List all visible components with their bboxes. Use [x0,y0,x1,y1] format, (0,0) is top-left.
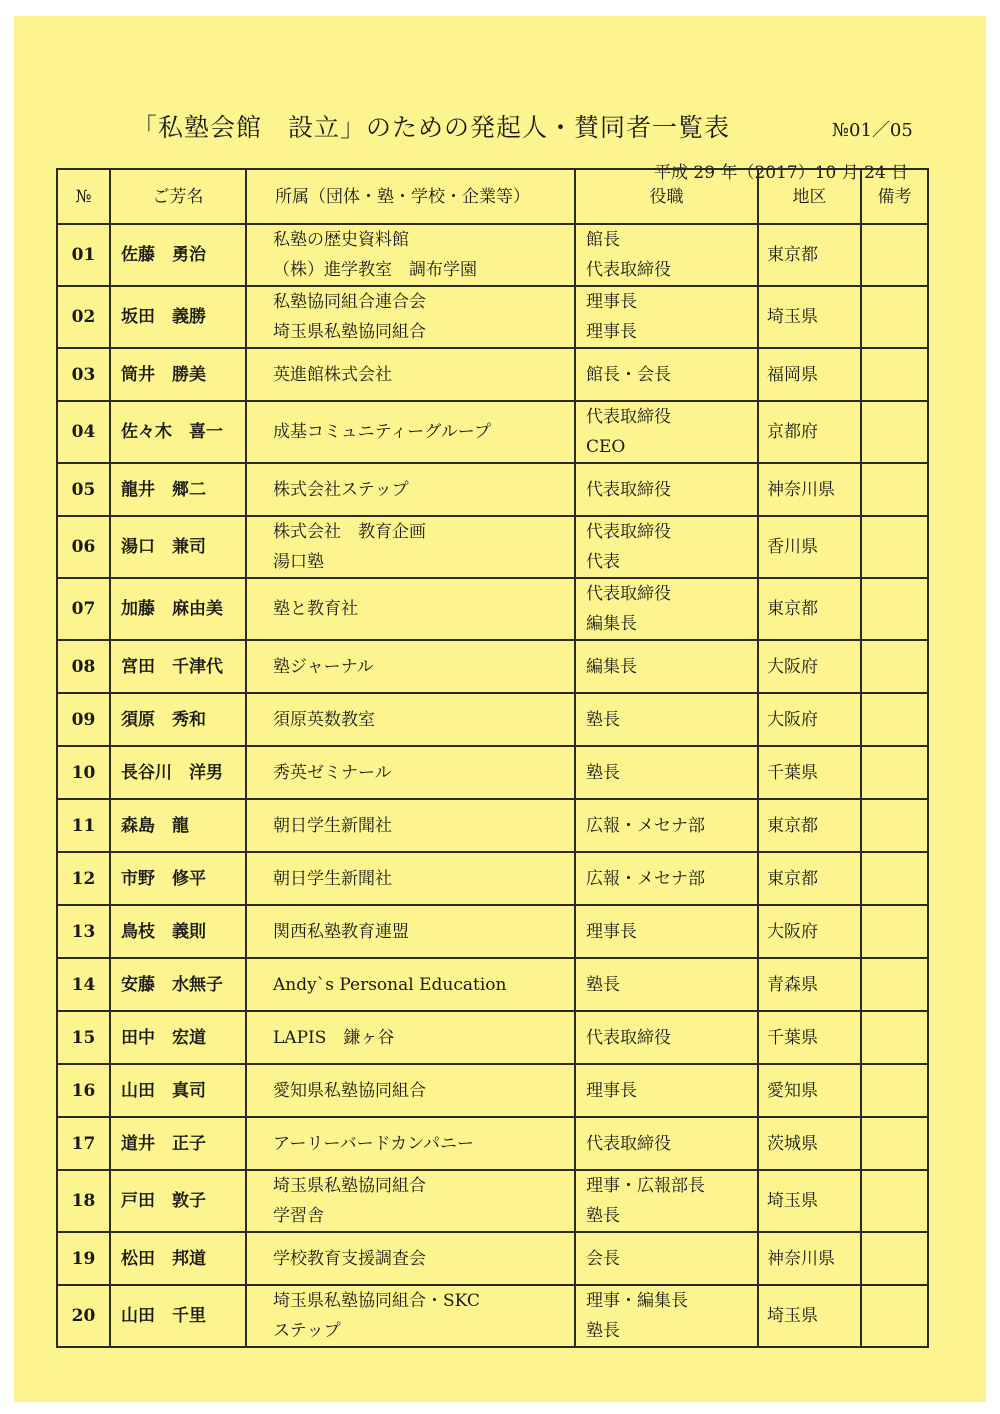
member-notes [861,746,928,799]
table-row [57,1064,928,1117]
affiliation-line: 英進館株式会社 [273,364,392,385]
row-number: 12 [57,852,110,905]
role-line: 理事・編集長 [586,1291,688,1311]
role-line: 塾長 [586,709,620,730]
member-name: 坂田 義勝 [110,286,246,348]
document-title: 「私塾会館 設立」のための発起人・賛同者一覧表 [132,113,731,142]
table-row [57,1170,928,1232]
table-row [57,905,928,958]
role-line: 広報・メセナ部 [586,815,705,836]
member-name: 松田 邦道 [110,1232,246,1285]
affiliation-line: 埼玉県私塾協同組合 [273,322,426,342]
role-line: 理事長 [586,1080,637,1101]
row-number: 04 [57,401,110,463]
member-name: 佐藤 勇治 [110,224,246,286]
member-name: 市野 修平 [110,852,246,905]
role-line: 理事・広報部長 [586,1176,705,1196]
member-name: 山田 真司 [110,1064,246,1117]
member-role [575,1170,758,1232]
member-name: 加藤 麻由美 [110,578,246,640]
member-role [575,1011,758,1064]
row-number: 09 [57,693,110,746]
row-number: 13 [57,905,110,958]
member-area: 埼玉県 [758,286,861,348]
member-area: 青森県 [758,958,861,1011]
member-role [575,516,758,578]
member-role [575,746,758,799]
member-affiliation [246,905,575,958]
member-notes [861,852,928,905]
table-row [57,286,928,348]
member-notes [861,224,928,286]
affiliation-line: 湯口塾 [273,552,324,572]
member-affiliation [246,401,575,463]
member-affiliation [246,958,575,1011]
table-header-row [57,169,928,224]
role-line: 理事長 [586,292,637,312]
member-role [575,640,758,693]
affiliation-line: 須原英数教室 [273,709,375,730]
header-affiliation: 所属（団体・塾・学校・企業等） [246,169,575,224]
table-row [57,401,928,463]
member-name: 龍井 郷二 [110,463,246,516]
member-role [575,286,758,348]
member-affiliation [246,1011,575,1064]
member-name: 戸田 敦子 [110,1170,246,1232]
table-row [57,463,928,516]
member-area: 埼玉県 [758,1170,861,1232]
table-row [57,693,928,746]
member-notes [861,286,928,348]
member-name: 筒井 勝美 [110,348,246,401]
row-number: 01 [57,224,110,286]
member-area: 東京都 [758,852,861,905]
affiliation-line: 朝日学生新聞社 [273,868,392,889]
member-notes [861,1064,928,1117]
member-name: 佐々木 喜一 [110,401,246,463]
affiliation-line: 埼玉県私塾協同組合 [273,1176,426,1196]
role-line: 塾長 [586,974,620,995]
affiliation-line: 関西私塾教育連盟 [273,921,409,942]
member-affiliation [246,348,575,401]
row-number: 17 [57,1117,110,1170]
table-row [57,1285,928,1347]
member-affiliation [246,852,575,905]
member-affiliation [246,1232,575,1285]
member-affiliation [246,746,575,799]
table-row [57,224,928,286]
role-line: 塾長 [586,1206,620,1226]
member-affiliation [246,799,575,852]
member-notes [861,958,928,1011]
affiliation-line: 私塾の歴史資料館 [273,230,409,250]
page-number: №01／05 [832,120,913,141]
role-line: 館長 [586,230,620,250]
member-role [575,905,758,958]
role-line: 代表取締役 [586,522,671,542]
affiliation-line: 私塾協同組合連合会 [273,292,426,312]
member-notes [861,905,928,958]
member-area: 茨城県 [758,1117,861,1170]
table-row [57,1232,928,1285]
affiliation-line: LAPIS 鎌ヶ谷 [273,1027,395,1048]
affiliation-line: 朝日学生新聞社 [273,815,392,836]
member-name: 道井 正子 [110,1117,246,1170]
member-role [575,799,758,852]
role-line: 代表取締役 [586,479,671,500]
role-line: 代表 [586,552,620,572]
role-line: CEO [586,437,626,457]
table-row [57,516,928,578]
member-area: 埼玉県 [758,1285,861,1347]
member-affiliation [246,578,575,640]
member-affiliation [246,286,575,348]
affiliation-line: 学習舎 [273,1206,324,1226]
role-line: 代表取締役 [586,260,671,280]
table-row [57,640,928,693]
role-line: 代表取締役 [586,1133,671,1154]
role-line: 理事長 [586,322,637,342]
affiliation-line: 塾ジャーナル [273,656,374,677]
affiliation-line: ステップ [273,1321,341,1341]
role-line: 塾長 [586,1321,620,1341]
member-area: 大阪府 [758,640,861,693]
affiliation-line: （株）進学教室 調布学園 [273,260,477,280]
member-area: 神奈川県 [758,463,861,516]
role-line: 代表取締役 [586,407,671,427]
member-name: 森島 龍 [110,799,246,852]
member-affiliation [246,1170,575,1232]
member-notes [861,1011,928,1064]
document-date: 平成 29 年（2017）10 月 24 日 [654,163,909,183]
member-notes [861,401,928,463]
header-no: № [57,169,110,224]
role-line: 塾長 [586,762,620,783]
member-area: 京都府 [758,401,861,463]
header-area: 地区 [758,169,861,224]
row-number: 02 [57,286,110,348]
role-line: 理事長 [586,921,637,942]
affiliation-line: 秀英ゼミナール [273,762,392,783]
row-number: 20 [57,1285,110,1347]
member-name: 宮田 千津代 [110,640,246,693]
member-name: 鳥枝 義則 [110,905,246,958]
member-area: 千葉県 [758,746,861,799]
member-role [575,1232,758,1285]
member-notes [861,516,928,578]
affiliation-line: 愛知県私塾協同組合 [273,1080,426,1101]
member-notes [861,578,928,640]
header-name: ご芳名 [110,169,246,224]
member-role [575,348,758,401]
row-number: 08 [57,640,110,693]
table-row [57,348,928,401]
member-name: 長谷川 洋男 [110,746,246,799]
member-notes [861,463,928,516]
row-number: 10 [57,746,110,799]
member-notes [861,799,928,852]
member-affiliation [246,224,575,286]
member-area: 香川県 [758,516,861,578]
table-row [57,1117,928,1170]
header-notes: 備考 [861,169,928,224]
row-number: 05 [57,463,110,516]
row-number: 11 [57,799,110,852]
member-name: 山田 千里 [110,1285,246,1347]
row-number: 16 [57,1064,110,1117]
table-row [57,852,928,905]
member-role [575,1285,758,1347]
member-name: 須原 秀和 [110,693,246,746]
row-number: 06 [57,516,110,578]
member-notes [861,1285,928,1347]
affiliation-line: アーリーバードカンパニー [273,1133,474,1154]
affiliation-line: Andy`s Personal Education [273,974,507,995]
member-area: 福岡県 [758,348,861,401]
member-area: 愛知県 [758,1064,861,1117]
header-role: 役職 [575,169,758,224]
member-affiliation [246,1285,575,1347]
member-role [575,693,758,746]
role-line: 代表取締役 [586,584,671,604]
member-area: 東京都 [758,224,861,286]
member-notes [861,640,928,693]
row-number: 07 [57,578,110,640]
member-area: 大阪府 [758,905,861,958]
row-number: 14 [57,958,110,1011]
member-area: 大阪府 [758,693,861,746]
member-affiliation [246,516,575,578]
member-role [575,401,758,463]
member-area: 東京都 [758,799,861,852]
member-area: 千葉県 [758,1011,861,1064]
member-role [575,958,758,1011]
member-role [575,1064,758,1117]
member-affiliation [246,463,575,516]
member-affiliation [246,1064,575,1117]
affiliation-line: 埼玉県私塾協同組合・SKC [273,1291,480,1311]
member-area: 神奈川県 [758,1232,861,1285]
affiliation-line: 塾と教育社 [273,599,358,619]
row-number: 03 [57,348,110,401]
role-line: 広報・メセナ部 [586,868,705,889]
member-role [575,463,758,516]
member-notes [861,693,928,746]
affiliation-line: 学校教育支援調査会 [273,1248,426,1269]
member-affiliation [246,693,575,746]
table-row [57,578,928,640]
member-role [575,1117,758,1170]
member-role [575,578,758,640]
member-notes [861,1232,928,1285]
member-affiliation [246,1117,575,1170]
role-line: 編集長 [586,614,637,634]
row-number: 18 [57,1170,110,1232]
role-line: 編集長 [586,656,637,677]
table-row [57,799,928,852]
table-row [57,958,928,1011]
row-number: 15 [57,1011,110,1064]
table-row [57,1011,928,1064]
affiliation-line: 株式会社ステップ [273,479,409,500]
member-name: 安藤 水無子 [110,958,246,1011]
role-line: 代表取締役 [586,1027,671,1048]
member-notes [861,348,928,401]
member-notes [861,1170,928,1232]
affiliation-line: 株式会社 教育企画 [273,522,426,542]
role-line: 会長 [586,1248,620,1269]
table-row [57,746,928,799]
members-table [56,168,929,1348]
affiliation-line: 成基コミュニティーグループ [273,422,491,442]
row-number: 19 [57,1232,110,1285]
member-name: 田中 宏道 [110,1011,246,1064]
member-role [575,224,758,286]
member-name: 湯口 兼司 [110,516,246,578]
member-area: 東京都 [758,578,861,640]
member-affiliation [246,640,575,693]
member-notes [861,1117,928,1170]
member-role [575,852,758,905]
role-line: 館長・会長 [586,364,671,385]
